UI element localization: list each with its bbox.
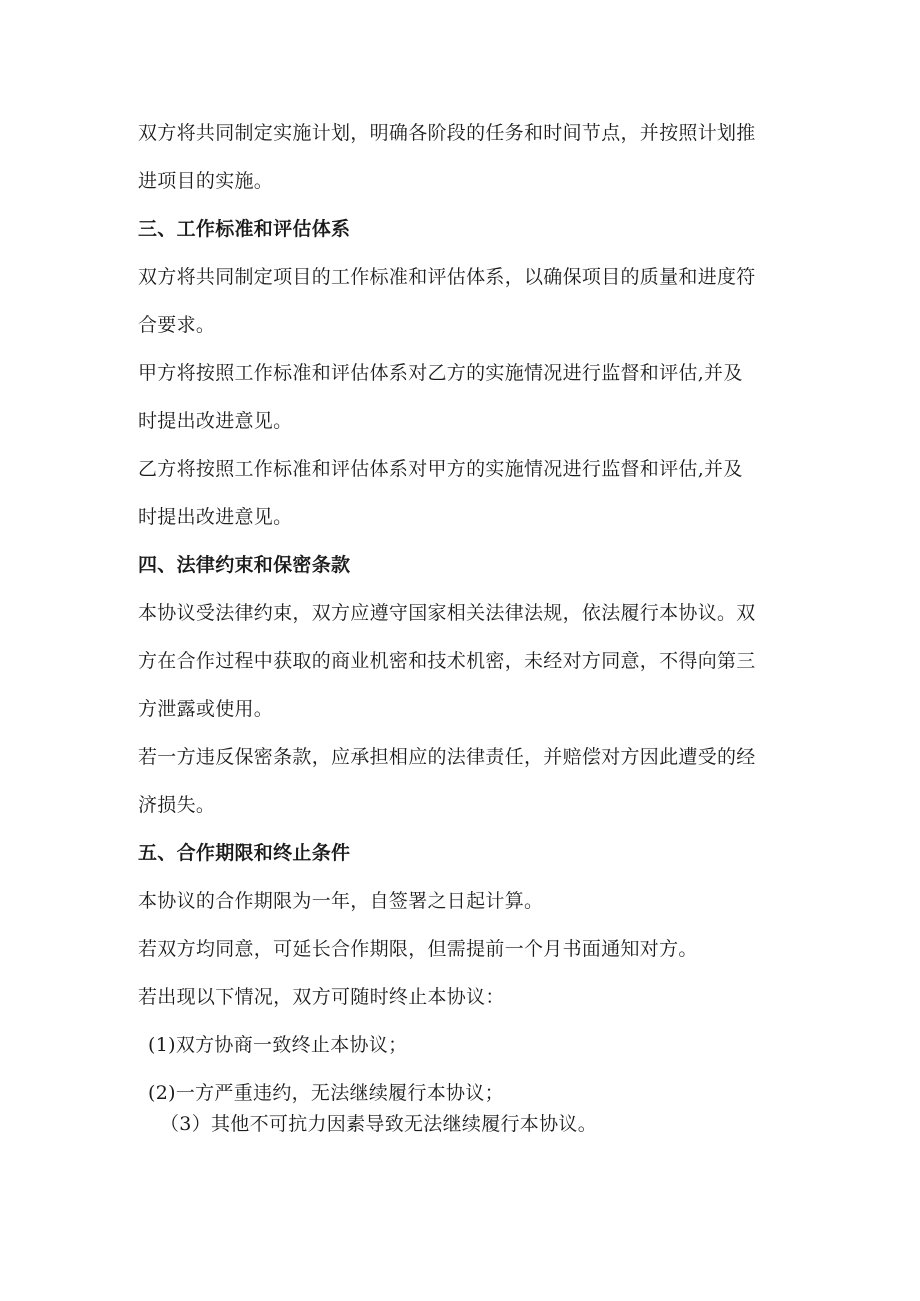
section-heading-4: 四、法律约束和保密条款 (138, 554, 351, 576)
paragraph-legal-line-3: 方泄露或使用。 (138, 698, 274, 720)
paragraph-legal-line-1: 本协议受法律约束，双方应遵守国家相关法律法规，依法履行本协议。双 (138, 602, 756, 624)
paragraph-party-a-eval-line-1: 甲方将按照工作标准和评估体系对乙方的实施情况进行监督和评估,并及 (138, 362, 743, 384)
paragraph-standards-line-1: 双方将共同制定项目的工作标准和评估体系，以确保项目的质量和进度符 (138, 266, 756, 288)
paragraph-term: 本协议的合作期限为一年，自签署之日起计算。 (138, 890, 544, 912)
paragraph-extend: 若双方均同意，可延长合作期限，但需提前一个月书面通知对方。 (138, 938, 698, 960)
terminate-list-item-3: （3）其他不可抗力因素导致无法继续履行本协议。 (160, 1113, 597, 1135)
section-heading-3: 三、工作标准和评估体系 (138, 218, 351, 240)
paragraph-plan-line-1: 双方将共同制定实施计划，明确各阶段的任务和时间节点，并按照计划推 (138, 122, 756, 144)
paragraph-legal-line-2: 方在合作过程中获取的商业机密和技术机密，未经对方同意，不得向第三 (138, 650, 756, 672)
paragraph-standards-line-2: 合要求。 (138, 314, 216, 336)
terminate-list-item-1: (1)双方协商一致终止本协议； (148, 1034, 408, 1056)
paragraph-terminate-intro: 若出现以下情况，双方可随时终止本协议： (138, 986, 505, 1008)
paragraph-party-a-eval-line-2: 时提出改进意见。 (138, 410, 293, 432)
section-heading-5: 五、合作期限和终止条件 (138, 842, 351, 864)
paragraph-party-b-eval-line-2: 时提出改进意见。 (138, 506, 293, 528)
paragraph-plan-line-2: 进项目的实施。 (138, 170, 274, 192)
paragraph-party-b-eval-line-1: 乙方将按照工作标准和评估体系对甲方的实施情况进行监督和评估,并及 (138, 458, 743, 480)
paragraph-breach-line-2: 济损失。 (138, 794, 216, 816)
terminate-list-item-2: (2)一方严重违约，无法继续履行本协议； (148, 1082, 504, 1104)
paragraph-breach-line-1: 若一方违反保密条款，应承担相应的法律责任，并赔偿对方因此遭受的经 (138, 746, 756, 768)
